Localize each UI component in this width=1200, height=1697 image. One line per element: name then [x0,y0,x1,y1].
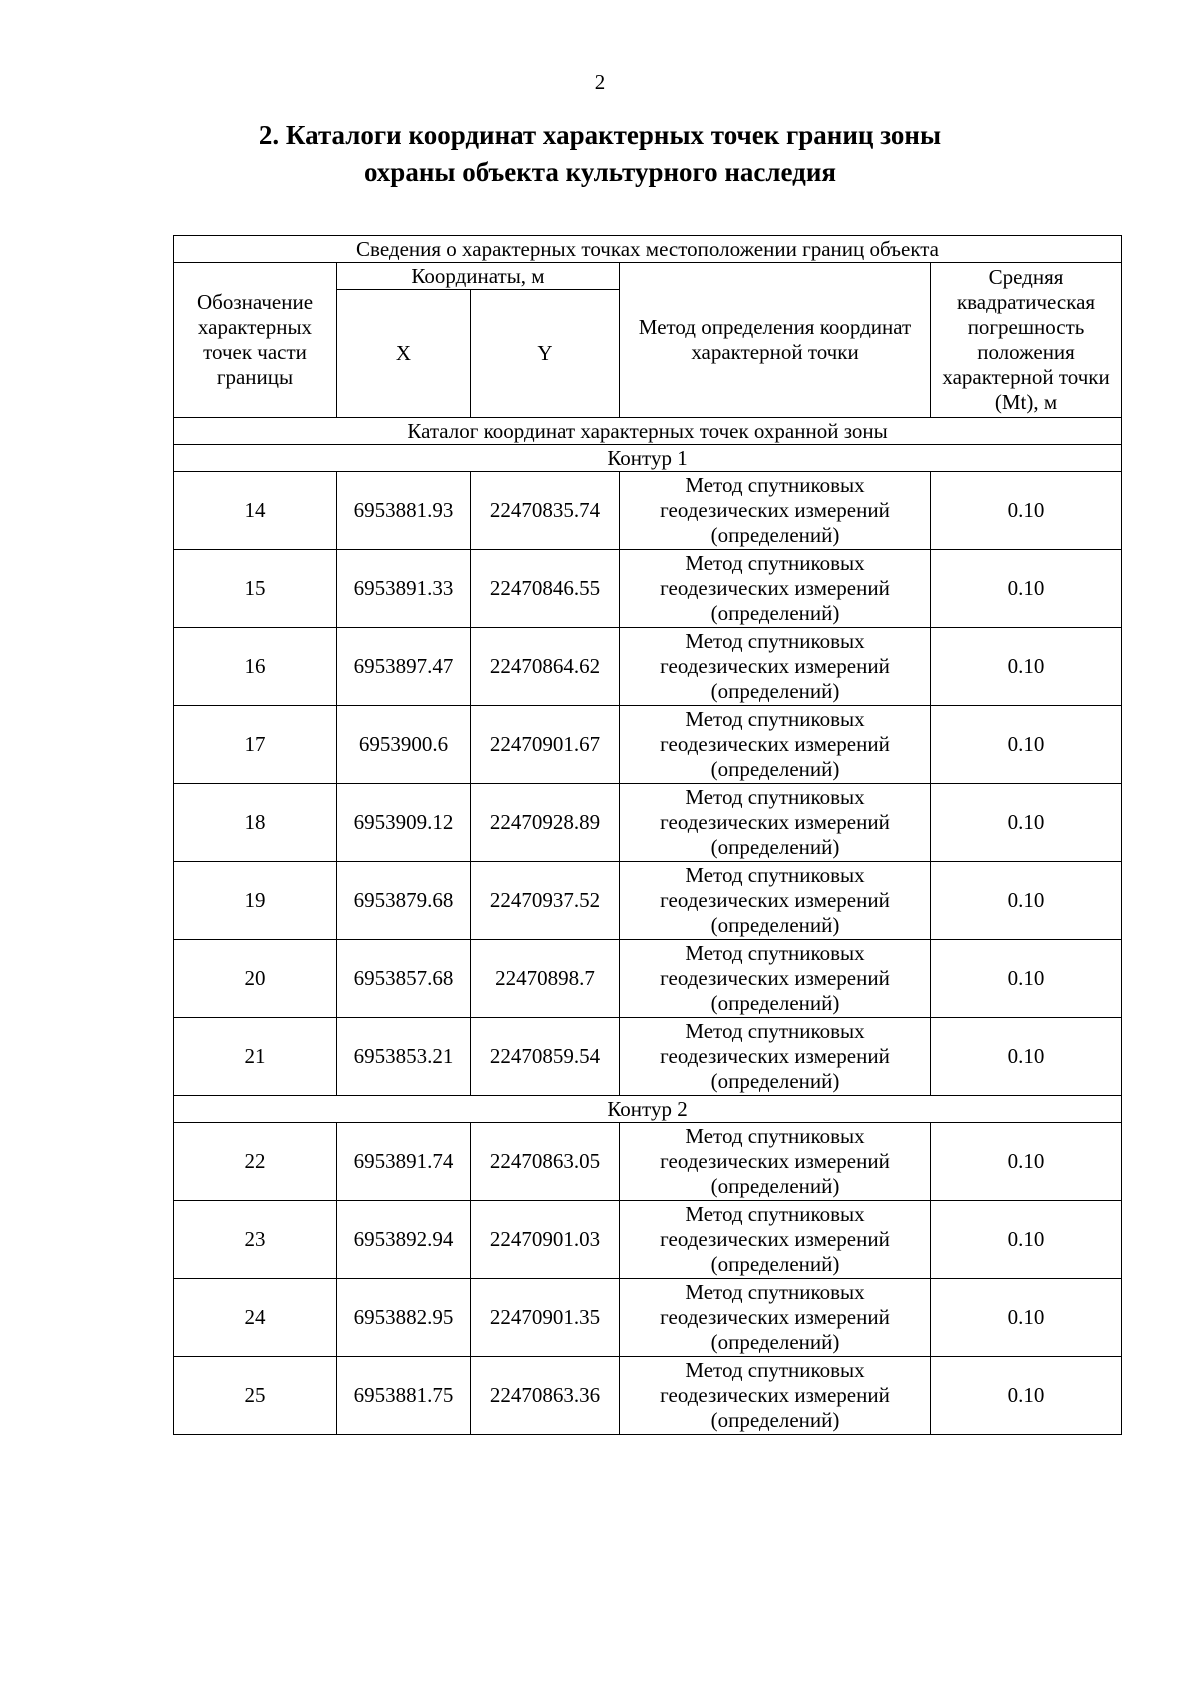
mt-value: 0.10 [931,1123,1122,1201]
x-coordinate: 6953891.74 [337,1123,471,1201]
header-x: X [337,290,471,418]
point-number: 16 [174,628,337,706]
table-row [174,1201,1122,1279]
header-error: Средняя квадратическая погрешность положения характерной точки (Mt), м [931,263,1122,418]
x-coordinate: 6953879.68 [337,862,471,940]
mt-value: 0.10 [931,472,1122,550]
x-coordinate: 6953892.94 [337,1201,471,1279]
mt-value: 0.10 [931,862,1122,940]
y-coordinate: 22470928.89 [471,784,620,862]
x-coordinate: 6953881.93 [337,472,471,550]
table-caption: Сведения о характерных точках местоположении границ объекта [174,236,1122,263]
mt-value: 0.10 [931,550,1122,628]
page-title [0,117,1200,191]
coordinates-table [173,235,1122,1435]
title-line-1: 2. Каталоги координат характерных точек границ зоны [258,120,942,150]
y-coordinate: 22470937.52 [471,862,620,940]
header-coordinates: Координаты, м [337,263,620,290]
mt-value: 0.10 [931,940,1122,1018]
header-designation: Обозначение характерных точек части границы [174,263,337,418]
point-number: 19 [174,862,337,940]
method-cell: Метод спутниковых геодезических измерений (определений) [620,628,931,706]
method-cell: Метод спутниковых геодезических измерений (определений) [620,784,931,862]
point-number: 21 [174,1018,337,1096]
method-cell: Метод спутниковых геодезических измерений (определений) [620,1018,931,1096]
point-number: 17 [174,706,337,784]
table-row [174,706,1122,784]
table-row [174,1279,1122,1357]
table-row [174,862,1122,940]
method-cell: Метод спутниковых геодезических измерений (определений) [620,862,931,940]
x-coordinate: 6953882.95 [337,1279,471,1357]
x-coordinate: 6953857.68 [337,940,471,1018]
y-coordinate: 22470864.62 [471,628,620,706]
table-row [174,1018,1122,1096]
y-coordinate: 22470901.35 [471,1279,620,1357]
mt-value: 0.10 [931,784,1122,862]
x-coordinate: 6953853.21 [337,1018,471,1096]
y-coordinate: 22470835.74 [471,472,620,550]
mt-value: 0.10 [931,1357,1122,1435]
method-cell: Метод спутниковых геодезических измерений (определений) [620,1201,931,1279]
y-coordinate: 22470863.36 [471,1357,620,1435]
header-y: Y [471,290,620,418]
page-number: 2 [594,70,606,94]
method-cell: Метод спутниковых геодезических измерений (определений) [620,706,931,784]
header-method: Метод определения координат характерной точки [620,263,931,418]
y-coordinate: 22470863.05 [471,1123,620,1201]
mt-value: 0.10 [931,1279,1122,1357]
y-coordinate: 22470901.67 [471,706,620,784]
x-coordinate: 6953891.33 [337,550,471,628]
x-coordinate: 6953909.12 [337,784,471,862]
point-number: 23 [174,1201,337,1279]
method-cell: Метод спутниковых геодезических измерений (определений) [620,1123,931,1201]
table-row [174,940,1122,1018]
table-row [174,550,1122,628]
x-coordinate: 6953900.6 [337,706,471,784]
method-cell: Метод спутниковых геодезических измерений (определений) [620,472,931,550]
contour-header-row [174,1096,1122,1123]
mt-value: 0.10 [931,628,1122,706]
mt-value: 0.10 [931,1018,1122,1096]
table-row [174,784,1122,862]
point-number: 15 [174,550,337,628]
table-row [174,1123,1122,1201]
y-coordinate: 22470846.55 [471,550,620,628]
table-row [174,1357,1122,1435]
point-number: 24 [174,1279,337,1357]
point-number: 22 [174,1123,337,1201]
x-coordinate: 6953881.75 [337,1357,471,1435]
contour-header-row [174,445,1122,472]
title-line-2: охраны объекта культурного наследия [363,157,837,187]
method-cell: Метод спутниковых геодезических измерений (определений) [620,1357,931,1435]
point-number: 18 [174,784,337,862]
x-coordinate: 6953897.47 [337,628,471,706]
mt-value: 0.10 [931,706,1122,784]
y-coordinate: 22470898.7 [471,940,620,1018]
y-coordinate: 22470901.03 [471,1201,620,1279]
method-cell: Метод спутниковых геодезических измерений (определений) [620,1279,931,1357]
method-cell: Метод спутниковых геодезических измерений (определений) [620,550,931,628]
point-number: 20 [174,940,337,1018]
table-row [174,472,1122,550]
contour-title: Контур 1 [174,445,1122,472]
contour-title: Контур 2 [174,1096,1122,1123]
y-coordinate: 22470859.54 [471,1018,620,1096]
point-number: 14 [174,472,337,550]
catalog-title: Каталог координат характерных точек охранной зоны [174,418,1122,445]
table-row [174,628,1122,706]
method-cell: Метод спутниковых геодезических измерений (определений) [620,940,931,1018]
point-number: 25 [174,1357,337,1435]
mt-value: 0.10 [931,1201,1122,1279]
